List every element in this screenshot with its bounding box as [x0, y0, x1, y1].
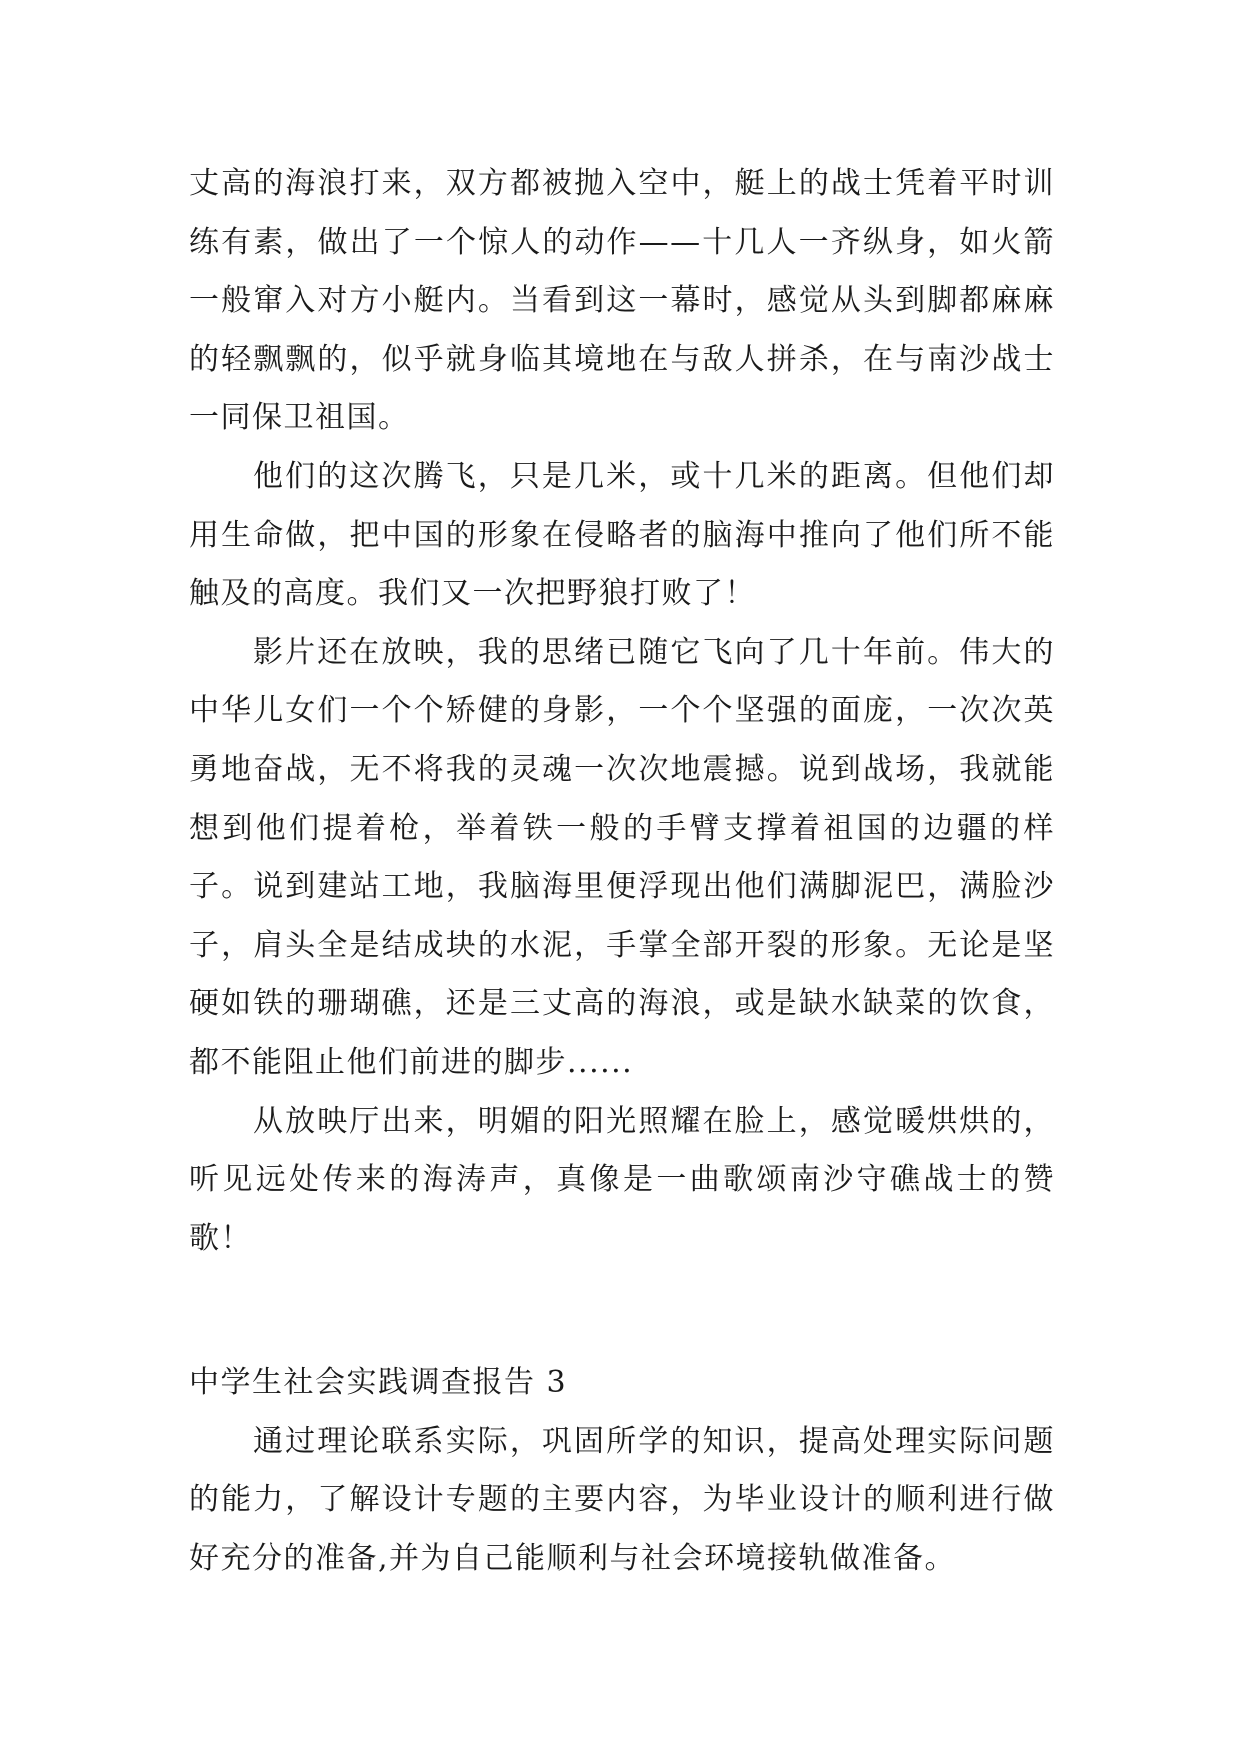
paragraph: 他们的这次腾飞，只是几米，或十几米的距离。但他们却用生命做，把中国的形象在侵略者的脑海中推向了他们所不能触及的高度。我们又一次把野狼打败了！ [189, 458, 1055, 612]
paragraph: 通过理论联系实际，巩固所学的知识，提高处理实际问题的能力，了解设计专题的主要内容，为毕业设计的顺利进行做好充分的准备,并为自己能顺利与社会环境接轨做准备。 [189, 1423, 1055, 1577]
paragraph: 影片还在放映，我的思绪已随它飞向了几十年前。伟大的中华儿女们一个个矫健的身影，一个个坚强的面庞，一次次英勇地奋战，无不将我的灵魂一次次地震撼。说到战场，我就能想到他们提着枪，举着铁一般的手臂支撑着祖国的边疆的样子。说到建站工地，我脑海里便浮现出他们满脚泥巴，满脸沙子，肩头全是结成块的水泥，手掌全部开裂的形象。无论是坚硬如铁的珊瑚礁，还是三丈高的海浪，或是缺水缺菜的饮食，都不能阻止他们前进的脚步...... [189, 634, 1055, 1080]
paragraph-continued: 丈高的海浪打来，双方都被抛入空中，艇上的战士凭着平时训练有素，做出了一个惊人的动作——十几人一齐纵身，如火箭一般窜入对方小艇内。当看到这一幕时，感觉从头到脚都麻麻的轻飘飘的，似乎就身临其境地在与敌人拼杀，在与南沙战士一同保卫祖国。 [189, 166, 1055, 436]
document-body [189, 155, 1055, 1589]
section-title: 中学生社会实践调查报告 3 [189, 1365, 568, 1401]
paragraph: 从放映厅出来，明媚的阳光照耀在脸上，感觉暖烘烘的，听见远处传来的海涛声，真像是一曲歌颂南沙守礁战士的赞歌！ [189, 1103, 1055, 1256]
